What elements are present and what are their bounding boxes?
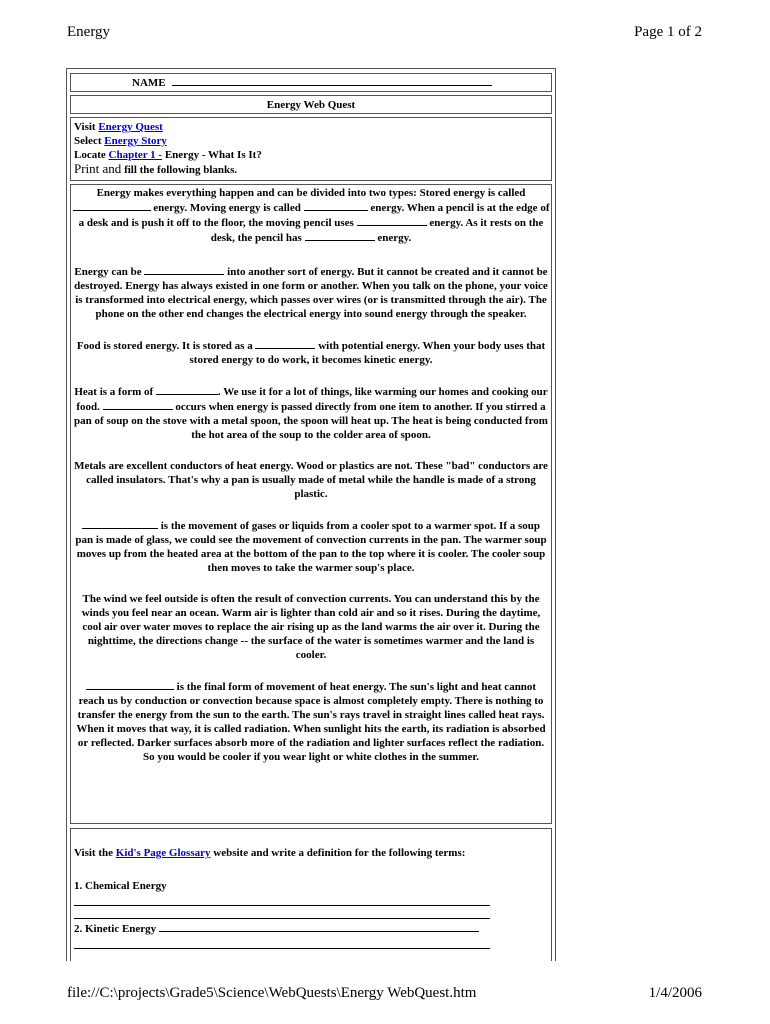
locate-text: Locate — [74, 149, 109, 161]
blank-4[interactable] — [305, 230, 375, 241]
paragraph-transform: Energy can be into another sort of energy. But it cannot be created and it cannot be destroyed. Energy has always existed in one form or another. When you talk on the phone, your voice is transformed into electrical energy, which passes over wires (or is transmitted through the air). The phone on the other end changes the electrical energy into sound energy through the speaker. — [74, 266, 548, 320]
glossary-instruction: Visit the Kid's Page Glossary website and write a definition for the following terms: — [74, 847, 466, 859]
page-header-title: Energy — [67, 24, 111, 40]
paragraph-wind: The wind we feel outside is often the result of convection currents. You can understand this by the winds you feel near an ocean. Warm air is lighter than cold air and so it rises. During the daytime, cool air over water moves to replace the air rising up as the land warms the air over it. During the nighttime, the directions change -- the surface of the water is sometimes warmer and the land is cooler. — [81, 593, 541, 661]
answer-line-4[interactable] — [74, 936, 490, 949]
kids-page-glossary-link[interactable]: Kid's Page Glossary — [115, 847, 211, 859]
paragraph-convection: is the movement of gases or liquids from a cooler spot to a warmer spot. If a soup pan is made of glass, we could see the movement of convection currents in the pan. The warmer soup moves up from the heated area at the bottom of the pan to the top where it is cooler. The cooler soup then moves to take the warmer soup's place. — [75, 520, 547, 574]
instructions — [70, 117, 552, 181]
worksheet-frame — [66, 68, 556, 961]
blank-7[interactable] — [156, 384, 218, 395]
file-path: file://C:\projects\Grade5\Science\WebQuests\Energy WebQuest.htm — [67, 985, 477, 1001]
answer-line-3[interactable] — [159, 921, 479, 932]
print-text: Print and — [74, 161, 122, 176]
answer-line-2[interactable] — [74, 906, 490, 919]
print-date: 1/4/2006 — [648, 985, 702, 1001]
locate-rest-text: Energy - What Is It? — [162, 149, 262, 161]
page-number: Page 1 of 2 — [634, 24, 702, 40]
paragraph-heat: Heat is a form of . We use it for a lot of things, like warming our homes and cooking our food. occurs when energy is passed directly from one item to another. If you stirred a pan of soup on the stove with a metal spoon, the spoon will heat up. The heat is being conducted from the hot area of the soup to the colder area of spoon. — [74, 386, 548, 441]
term-kinetic-energy: 2. Kinetic Energy — [74, 921, 551, 936]
blank-2[interactable] — [304, 200, 368, 211]
visit-text: Visit — [74, 121, 99, 133]
paragraph-energy-types: Energy makes everything happen and can be divided into two types: Stored energy is called energy. Moving energy is called energy. When a pencil is at the edge of a desk and is push it off to the floor, the moving pencil uses energy. As it rests on the desk, the pencil has energy. — [72, 186, 550, 245]
reading-passage — [70, 184, 552, 824]
print-rest-text: fill the following blanks. — [121, 164, 238, 176]
paragraph-metals: Metals are excellent conductors of heat energy. Wood or plastics are not. These "bad" conductors are called insulators. That's why a pan is usually made of metal while the handle is made of a strong plastic. — [74, 460, 548, 500]
energy-story-link[interactable]: Energy Story — [104, 135, 167, 147]
name-blank — [172, 76, 492, 86]
blank-1[interactable] — [73, 200, 151, 211]
blank-3[interactable] — [357, 215, 427, 226]
blank-8[interactable] — [103, 399, 173, 410]
blank-5[interactable] — [144, 264, 224, 275]
name-label: NAME — [132, 77, 166, 89]
paragraph-radiation: is the final form of movement of heat energy. The sun's light and heat cannot reach us by conduction or convection because space is almost completely empty. There is nothing to transfer the energy from the sun to the earth. The sun's rays travel in straight lines called heat rays. When it moves that way, it is called radiation. When sunlight hits the earth, its radiation is absorbed or reflected. Darker surfaces absorb more of the radiation and lighter surfaces reflect the radiation. So you would be cooler if you wear light or white clothes in the summer. — [76, 681, 546, 763]
worksheet-title: Energy Web Quest — [70, 95, 552, 114]
name-row — [70, 73, 552, 92]
blank-10[interactable] — [86, 679, 174, 690]
glossary-section — [70, 828, 552, 961]
paragraph-food: Food is stored energy. It is stored as a with potential energy. When your body uses that stored energy to do work, it becomes kinetic energy. — [76, 340, 546, 366]
blank-6[interactable] — [255, 338, 315, 349]
select-text: Select — [74, 135, 105, 147]
term-chemical-energy: 1. Chemical Energy — [74, 880, 167, 892]
chapter-1-link[interactable]: Chapter 1 - — [108, 149, 163, 161]
blank-9[interactable] — [82, 518, 158, 529]
answer-line-1[interactable] — [74, 893, 490, 906]
energy-quest-link[interactable]: Energy Quest — [98, 121, 163, 133]
